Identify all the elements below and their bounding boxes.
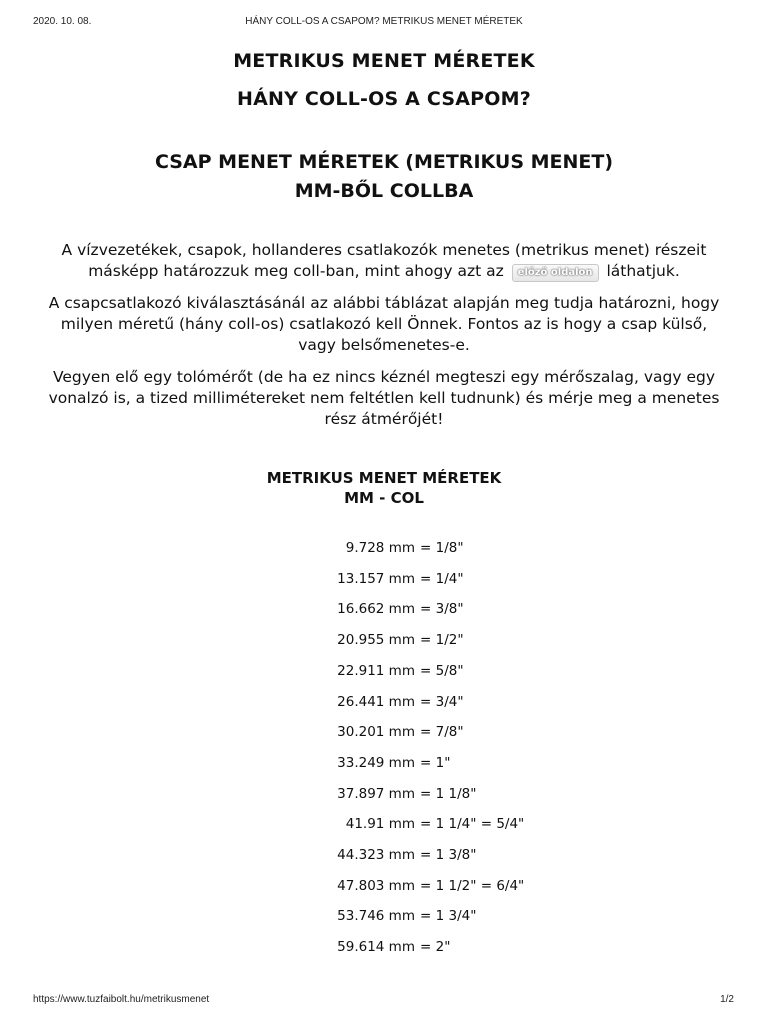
mm-value: 16.662 mm [337,601,415,618]
col-value: = 1 1/2" = 6/4" [420,877,525,894]
col-value: = 1/2" [420,632,464,649]
col-value: = 3/4" [420,693,464,710]
paragraph-1 [40,240,728,282]
table-row [40,538,728,558]
col-value: = 1 3/4" [420,908,477,925]
print-footer [0,994,768,1008]
table-row [40,937,728,957]
paragraph-2: A csapcsatlakozó kiválasztásánál az alábbi táblázat alapján meg tudja határozni, hogy milyen méretű (hány coll-os) csatlakozó kell Önnek. Fontos az is hogy a csap külső, vagy belsőmenetes-e. [48,294,720,354]
section-heading-line-1: CSAP MENET MÉRETEK (METRIKUS MENET) [154,151,614,173]
col-value: = 1/8" [420,540,464,556]
print-date: 2020. 10. 08. [33,16,92,27]
article [40,44,728,956]
print-header [0,16,768,30]
col-value: = 1/4" [420,570,464,587]
print-url: https://www.tuzfaibolt.hu/metrikusmenet [33,994,210,1005]
col-value: = 3/8" [420,601,464,618]
page-title: METRIKUS MENET MÉRETEK [233,50,535,72]
mm-value: 44.323 mm [337,847,415,863]
mm-value: 30.201 mm [337,724,415,741]
intro-text [40,240,728,430]
print-page-title: HÁNY COLL-OS A CSAPOM? METRIKUS MENET MÉRETEK [245,16,523,27]
table-row [40,692,728,712]
table-row [40,753,728,773]
table-row [40,814,728,834]
table-title-line-2: MM - COL [344,489,424,507]
mm-value: 53.746 mm [337,908,415,925]
mm-value: 26.441 mm [337,693,415,710]
col-value: = 1 3/8" [420,847,477,863]
table-row [40,722,728,742]
table-row [40,599,728,619]
mm-value: 47.803 mm [337,877,415,894]
mm-value: 22.911 mm [337,662,415,679]
table-title-line-1: METRIKUS MENET MÉRETEK [266,469,502,487]
col-value: = 1 1/4" = 5/4" [420,816,525,833]
mm-value: 37.897 mm [337,785,415,802]
col-value: = 1 1/8" [420,785,477,802]
table-title [40,468,728,508]
paragraph-1-text: A vízvezetékek, csapok, hollanderes csatlakozók menetes (metrikus menet) részeit másképp határozzuk meg coll-ban, mint ahogy azt az [61,241,707,280]
page-subtitle: HÁNY COLL-OS A CSAPOM? [237,88,531,110]
previous-page-link[interactable]: előző oldalon [512,264,599,282]
mm-value: 59.614 mm [337,939,415,956]
col-value: = 2" [420,939,451,956]
mm-value: 33.249 mm [337,754,415,771]
mm-value: 41.91 mm [345,816,415,833]
table-row [40,906,728,926]
col-value: = 1" [420,754,451,771]
table-row [40,630,728,650]
mm-value: 9.728 mm [345,540,415,556]
table-row [40,784,728,804]
table-row [40,876,728,896]
table-row [40,661,728,681]
col-value: = 7/8" [420,724,464,741]
table-row [40,845,728,865]
mm-value: 13.157 mm [337,570,415,587]
table-row [40,569,728,589]
paragraph-1-end: láthatjuk. [606,262,680,280]
col-value: = 5/8" [420,662,464,679]
mm-value: 20.955 mm [337,632,415,649]
section-heading [40,148,728,206]
paragraph-3: Vegyen elő egy tolómérőt (de ha ez nincs kéznél megteszi egy mérőszalag, vagy egy vonalzó is, a tized millimétereket nem feltétlen kell tudnunk) és mérje meg a menetes rész átmérőjét! [48,368,720,428]
print-page-number: 1/2 [720,994,734,1005]
section-heading-line-2: MM-BŐL COLLBA [294,180,474,202]
